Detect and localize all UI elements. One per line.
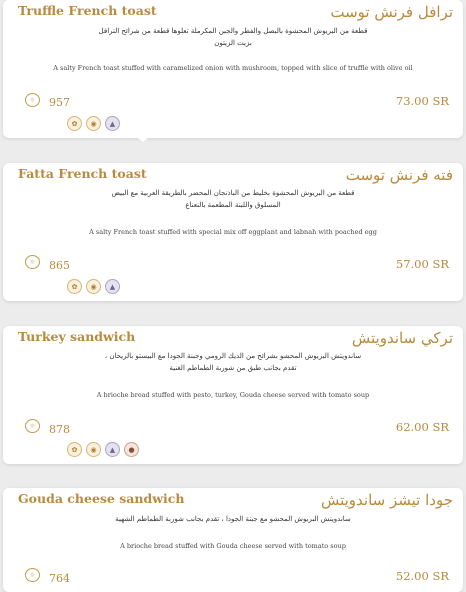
- calorie-icon: ☼: [25, 568, 40, 582]
- calorie-icon: ☼: [25, 255, 40, 269]
- item-name-ar: فته فرنش توست: [345, 166, 453, 184]
- item-name-ar: تركي ساندويتش: [351, 329, 453, 347]
- calorie-icon: ☼: [25, 419, 40, 433]
- egg-icon: ◉: [86, 116, 101, 131]
- item-description-ar: ساندويتش البريوش المحشو مع جبنة الجودا ، تقدم بجانب شوربة الطماطم الشهية: [115, 515, 351, 523]
- item-name-ar: ترافل فرنش توست: [330, 3, 453, 21]
- egg-icon: ◉: [86, 279, 101, 294]
- nuts-icon: ●: [124, 442, 139, 457]
- item-name-ar: جودا تيشز ساندويتش: [320, 491, 453, 509]
- menu-item-card[interactable]: [3, 163, 463, 301]
- menu-item-card[interactable]: [3, 326, 463, 464]
- gluten-icon: ✿: [67, 442, 82, 457]
- menu-item-card[interactable]: [3, 0, 463, 138]
- card-pointer: [138, 138, 148, 142]
- milk-icon: ▲: [105, 116, 120, 131]
- allergen-icons: [67, 442, 139, 457]
- egg-icon: ◉: [86, 442, 101, 457]
- item-description-en: A salty French toast stuffed with special mix off eggplant and labnah with poached egg: [89, 228, 377, 236]
- item-name-en: Fatta French toast: [18, 166, 147, 181]
- item-name-en: Turkey sandwich: [18, 329, 136, 344]
- item-price: 73.00 SR: [395, 94, 449, 108]
- item-price: 57.00 SR: [395, 257, 449, 271]
- allergen-icons: [67, 279, 120, 294]
- item-description-en: A salty French toast stuffed with caramelized onion with mushroom, topped with slice of truffle with olive oil: [53, 64, 413, 72]
- item-name-en: Truffle French toast: [18, 3, 157, 18]
- gluten-icon: ✿: [67, 116, 82, 131]
- calorie-icon: ☼: [25, 93, 40, 107]
- calorie-value: 957: [49, 96, 70, 109]
- milk-icon: ▲: [105, 279, 120, 294]
- calorie-value: 865: [49, 259, 70, 272]
- menu-item-card[interactable]: [3, 488, 463, 592]
- calorie-value: 878: [49, 423, 70, 436]
- milk-icon: ▲: [105, 442, 120, 457]
- item-price: 52.00 SR: [395, 569, 449, 583]
- item-price: 62.00 SR: [395, 420, 449, 434]
- item-description-en: A brioche bread stuffed with pesto, turkey, Gouda cheese served with tomato soup: [96, 391, 370, 399]
- item-description-ar: ساندويتش البريوش المحشو بشرائح من الديك الرومي وجبنة الجودا مع البيستو بالريحان ، تقدم بجانب طبق من شوربة الطماطم الغنية: [104, 352, 362, 372]
- item-description-ar: قطعة من البريوش المحشوة بالبصل والفطر والجبن المكرملة تعلوها قطعة من شرائح الترافل بزيت الزيتون: [98, 27, 368, 47]
- item-description-en: A brioche bread stuffed with Gouda cheese served with tomato soup: [120, 542, 346, 550]
- item-name-en: Gouda cheese sandwich: [18, 491, 185, 506]
- gluten-icon: ✿: [67, 279, 82, 294]
- allergen-icons: [67, 116, 120, 131]
- calorie-value: 764: [49, 572, 70, 585]
- item-description-ar: قطعة من البريوش المحشوة بخليط من الباذنجان المحضر بالطريقة العربية مع البيض المسلوق واللبنة المطعمة بالنعناع: [111, 189, 355, 209]
